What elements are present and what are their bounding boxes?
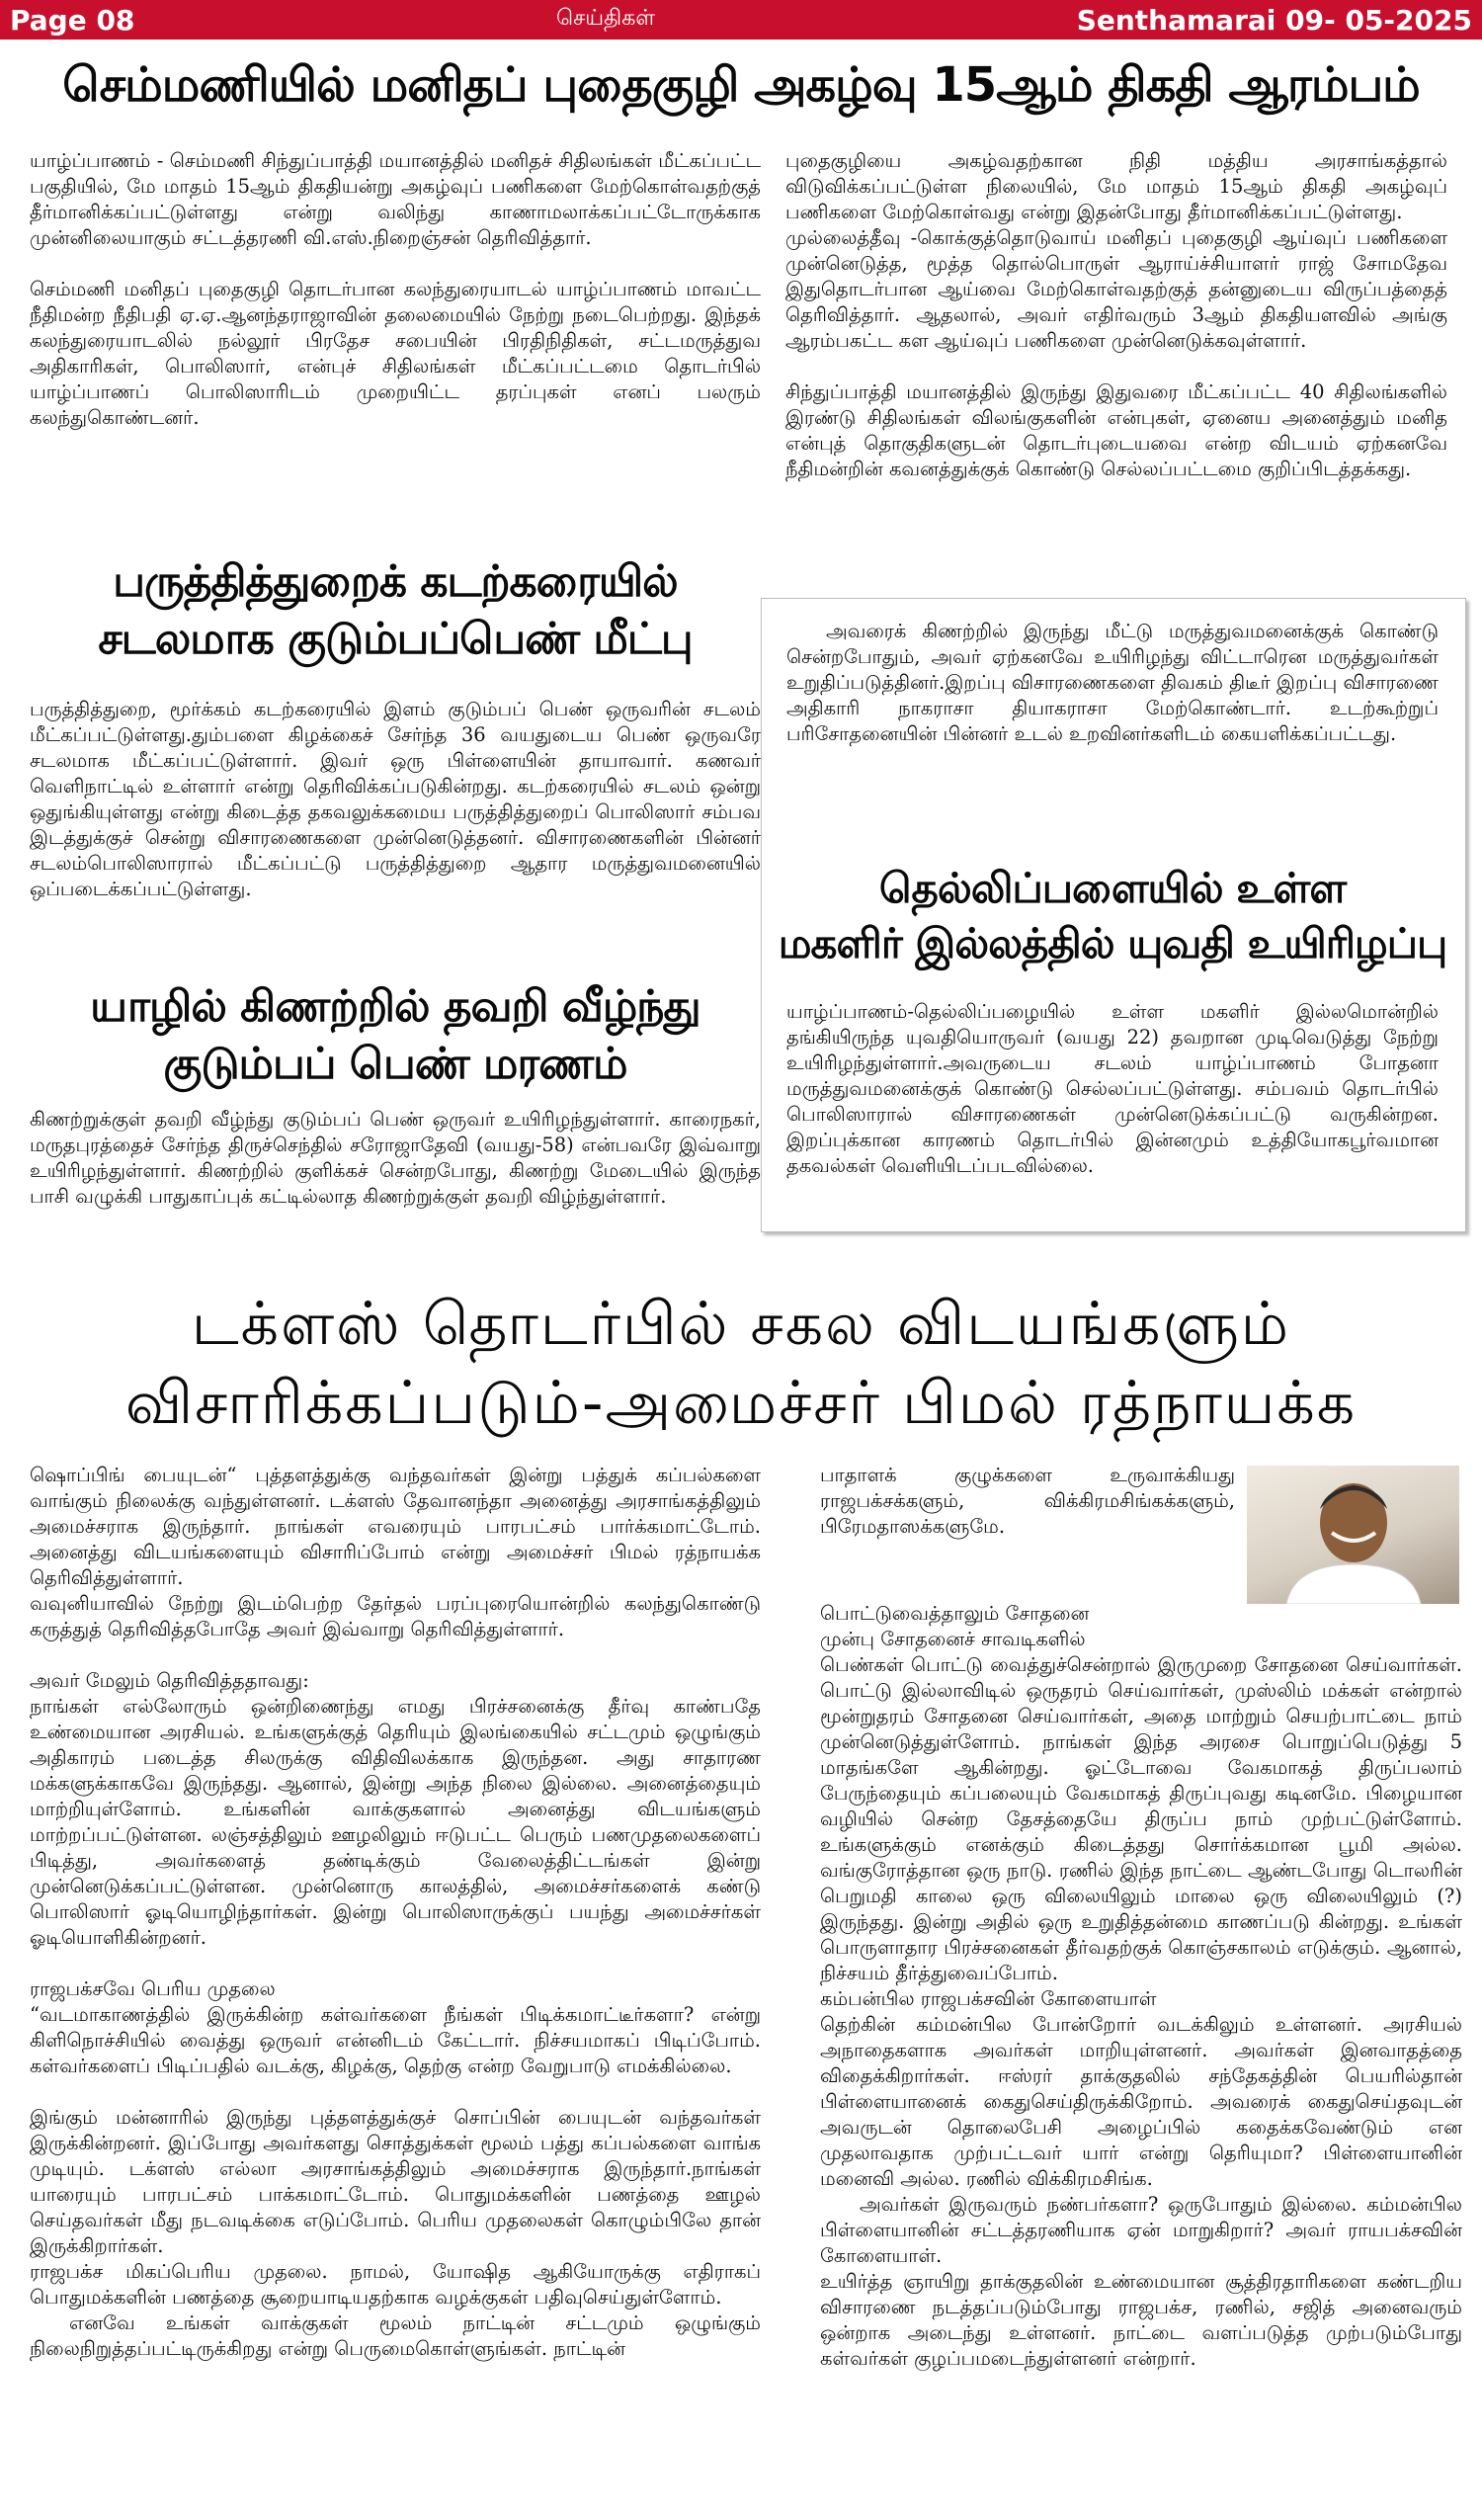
- main-story-paragraph: பெண்கள் பொட்டு வைத்துச்சென்றால் இருமுறை சோதனை செய்வார்கள். பொட்டு இல்லாவிடில் ஒருதரம் செய்வார்கள், முஸ்லிம் மக்கள் என்றால் மூன்றுதரம் சோதனை செய்வார்கள், அதை மாற்றும் செயற்பாட்டை நாம் முன்னெடுத்துள்ளோம். நாங்கள் இந்த அரசை பொறுப்பெடுத்து 5 மாதங்களே ஆகின்றது. ஓட்டோவை வேகமாகத் திருப்பலாம் பேருந்தையும் கப்பலையும் வேகமாகத் திருப்புவது கடினமே. பிழையான வழியில் சென்ற தேசத்தையே திருப்ப நாம் முற்பட்டுள்ளோம். உங்களுக்கும் எனக்கும் கிடைத்தது சொர்க்கமான பூமி அல்ல. வங்குரோத்தான ஒரு நாடு. ரணில் இந்த நாட்டை ஆண்டபோது டொலரின் பெறுமதி காலை ஒரு விலையிலும் மாலை ஒரு விலையிலும் (?) இருந்தது. இன்று அதில் ஒரு உறுதித்தன்மை காணப்படு கின்றது. உங்கள் பொருளாதார பிரச்சனைகள் தீர்வதற்குக் கொஞ்சகாலம் எடுக்கும். ஆனால், நிச்சயம் தீர்த்துவைப்போம்.: [820, 1653, 1462, 1984]
- main-story-headline: [20, 1285, 1462, 1443]
- well-story-paragraph: கிணற்றுக்குள் தவறி வீழ்ந்து குடும்பப் பெண் ஒருவர் உயிரிழந்துள்ளார். காரைநகர், மருதபுரத்தைச் சேர்ந்த திருச்செந்தில் சரோஜாதேவி (வயது-58) என்பவரே இவ்வாறு உயிரிழந்துள்ளார். கிணற்றில் குளிக்கச் சென்றபோது, கிணற்று மேடையில் இருந்த பாசி வழுக்கி பாதுகாப்புக் கட்டில்லாத கிணற்றுக்குள் தவறி விழ்ந்துள்ளார்.: [30, 1108, 761, 1208]
- top-story-headline: செம்மணியில் மனிதப் புதைகுழி அகழ்வு 15ஆம் திகதி ஆரம்பம்: [62, 57, 1420, 113]
- main-story-paragraph: வவுனியாவில் நேற்று இடம்பெற்ற தேர்தல் பரப்புரையொன்றில் கலந்துகொண்டு கருத்துத் தெரிவித்தபோதே அவர் இவ்வாறு தெரிவித்துள்ளார்.: [30, 1592, 761, 1640]
- main-story-paragraph: பாதாளக் குழுக்களை உருவாக்கியது ராஜபக்சக்களும், விக்கிரமசிங்கக்களும், பிரேமதாஸக்களுமே.: [820, 1464, 1235, 1538]
- main-story-paragraph: உயிர்த்த ஞாயிறு தாக்குதலின் உண்மையான சூத்திரதாரிகளை கண்டறிய விசாரணை நடத்தப்படும்போது ராஜபக்ச, ரணில், சஜித் அனைவரும் ஒன்றாக அடைந்து உள்ளனர். நாட்டை வளப்படுத்த முற்படும்போது கள்வர்கள் குழப்பமடைந்துள்ளனர் என்றார்.: [820, 2270, 1462, 2370]
- main-story-subheading: முன்பு சோதனைச் சாவடிகளில்: [820, 1628, 1086, 1650]
- well-story-headline: [30, 978, 761, 1093]
- boxed-story-headline: [772, 861, 1453, 971]
- top-story-paragraph: புதைகுழியை அகழ்வதற்கான நிதி மத்திய அரசாங்கத்தால் விடுவிக்கப்பட்டுள்ள நிலையில், மே மாதம் 15ஆம் திகதி அகழ்வுப் பணிகளை மேற்கொள்வது என்று இதன்போது தீர்மானிக்கப்பட்டுள்ளது.: [785, 149, 1447, 223]
- boxed-story-body: [786, 999, 1439, 1205]
- boxed-story-top: [786, 619, 1439, 773]
- top-story-right-column: [785, 148, 1447, 508]
- headline-line: யாழில் கிணற்றில் தவறி வீழ்ந்து: [90, 981, 700, 1032]
- boxed-story-paragraph: யாழ்ப்பாணம்-தெல்லிப்பழையில் உள்ள மகளிர் இல்லமொன்றில் தங்கியிருந்த யுவதியொருவர் (வயது 22) தவறான முடிவெடுத்து நேற்று உயிரிழந்துள்ளார்.அவருடைய சடலம் யாழ்ப்பாணம் போதனா மருத்துவமனைக்குக் கொண்டு செல்லப்பட்டுள்ளது. சம்பவம் தொடர்பில் பொலிஸாரால் விசாரணைகள் முன்னெடுக்கப்பட்டு வருகின்றன. இறப்புக்கான காரணம் தொடர்பில் இன்னமும் உத்தியோகபூர்வமான தகவல்கள் வெளியிடப்படவில்லை.: [786, 1000, 1439, 1177]
- paper-date: Senthamarai 09- 05-2025: [1076, 3, 1472, 37]
- top-story-paragraph: முல்லைத்தீவு -கொக்குத்தொடுவாய் மனிதப் புதைகுழி ஆய்வுப் பணிகளை முன்னெடுத்த, மூத்த தொல்பொருள் ஆராய்ச்சியாளர் ராஜ் சோமதேவ இதுதொடர்பான ஆய்வை மேற்கொள்வதற்குத் தன்னுடைய விருப்பத்தைத் தெரிவித்தார். ஆதலால், அவர் எதிர்வரும் 3ஆம் திகதியளவில் அங்கு ஆரம்பகட்ட கள ஆய்வுப் பணிகளை முன்னெடுக்கவுள்ளார்.: [785, 226, 1447, 352]
- headline-line: தெல்லிப்பளையில் உள்ள: [878, 864, 1347, 912]
- top-story-paragraph: சிந்துப்பாத்தி மயானத்தில் இருந்து இதுவரை மீட்கப்பட்ட 40 சிதிலங்களில் இரண்டு சிதிலங்கள் விலங்குகளின் என்புகள், ஏனைய அனைத்தும் மனித என்புத் தொகுதிகளுடன் தொடர்புடையவை என்ற விடயம் ஏற்கனவே நீதிமன்றின் கவனத்துக்குக் கொண்டு செல்லப்பட்டமை குறிப்பிடத்தக்கது.: [785, 380, 1447, 480]
- main-story-paragraph: நாங்கள் எல்லோரும் ஒன்றிணைந்து எமது பிரச்சனைக்கு தீர்வு காண்பதே உண்மையான அரசியல். உங்களுக்குத் தெரியும் இலங்கையில் சட்டமும் ஒழுங்கும் அதிகாரம் படைத்த சிலருக்கு விதிவிலக்காக இருந்தன. அது சாதாரண மக்களுக்காகவே இருந்தது. ஆனால், இன்று அந்த நிலை இல்லை. அனைத்தையும் மாற்றியுள்ளோம். உங்களின் வாக்குகளால் அனைத்து விடயங்களும் மாற்றப்பட்டுள்ளன. லஞ்சத்திலும் ஊழலிலும் ஈடுபட்ட பெரும் பணமுதலைகளைப் பிடித்து, அவர்களைத் தண்டிக்கும் வேலைத்திட்டங்கள் இன்று முன்னெடுக்கப்பட்டுள்ளன. முன்னொரு காலத்தில், அமைச்சர்களைக் கண்டு பொலிஸார் ஓடியொழிந்தார்கள். இன்று பொலிஸாருக்குப் பயந்து அமைச்சர்கள் ஓடியொளிகின்றனர்.: [30, 1695, 761, 1949]
- headline-line: டக்ளஸ் தொடர்பில் சகல விடயங்களும்: [191, 1290, 1291, 1359]
- person-icon: [1247, 1466, 1459, 1604]
- page-header: [0, 0, 1482, 40]
- main-story-paragraph: ராஜபக்ச மிகப்பெரிய முதலை. நாமல், யோஷித ஆகியோருக்கு எதிராகப் பொதுமக்களின் பணத்தை சூறையாடியதற்காக வழக்குகள் பதிவுசெய்துள்ளோம்.: [30, 2260, 761, 2309]
- headline-line: பருத்தித்துறைக் கடற்கரையில்: [113, 556, 678, 607]
- main-story-subheading: அவர் மேலும் தெரிவித்ததாவது:: [30, 1669, 309, 1692]
- well-story-body: [30, 1107, 761, 1235]
- main-story-subheading: பொட்டுவைத்தாலும் சோதனை: [820, 1602, 1090, 1625]
- headline-line: சடலமாக குடும்பப்பெண் மீட்பு: [98, 614, 693, 664]
- top-story-left-column: [30, 148, 761, 457]
- headline-line: மகளிர் இல்லத்தில் யுவதி உயிரிழப்பு: [778, 919, 1447, 967]
- beach-story-body: [30, 697, 761, 928]
- top-story-paragraph: யாழ்ப்பாணம் - செம்மணி சிந்துப்பாத்தி மயானத்தில் மனிதச் சிதிலங்கள் மீட்கப்பட்ட பகுதியில், மே மாதம் 15ஆம் திகதியன்று அகழ்வுப் பணிகளை மேற்கொள்வதற்குத் தீர்மானிக்கப்பட்டுள்ளது என்று வலிந்து காணாமலாக்கப்பட்டோருக்காக முன்னிலையாகும் சட்டத்தரணி வி.எஸ்.நிறைஞ்சன் தெரிவித்தார்.: [30, 149, 761, 249]
- main-story-subheading: ராஜபக்சவே பெரிய முதலை: [30, 1977, 276, 2000]
- main-story-left-column: [30, 1463, 761, 2362]
- minister-photo: [1247, 1466, 1459, 1604]
- headline-line: குடும்பப் பெண் மரணம்: [163, 1039, 627, 1089]
- main-story-right-column: [820, 1601, 1462, 2372]
- main-story-paragraph: தெற்கின் கம்மன்பில போன்றோர் வடக்கிலும் உள்ளனர். அரசியல் அநாதைகளாக அவர்கள் மாறியுள்ளனர். அவர்கள் இனவாதத்தை விதைக்கிறார்கள். ஈஸ்ரர் தாக்குதலில் சந்தேகத்தின் பெயரில்தான் பிள்ளையானைக் கைதுசெய்திருக்கிறோம். அவரைக் கைதுசெய்தவுடன் அவருடன் தொலைபேசி அழைப்பில் கதைக்கவேண்டும் என முதலாவதாக முற்பட்டவர் யார் என்று தெரியுமா? பிள்ளையானின் மனைவி அல்ல. ரணில் விக்கிரமசிங்க.: [820, 2013, 1462, 2190]
- headline-line: விசாரிக்கப்படும்-அமைச்சர் பிமல் ரத்நாயக்க: [124, 1369, 1358, 1438]
- main-story-paragraph: எனவே உங்கள் வாக்குகள் மூலம் நாட்டின் சட்டமும் ஒழுங்கும் நிலைநிறுத்தப்பட்டிருக்கிறது என்று பெருமைகொள்ளுங்கள். நாட்டின்: [30, 2311, 761, 2360]
- page-number: Page 08: [10, 3, 135, 37]
- section-name: செய்திகள்: [556, 6, 656, 31]
- boxed-story-paragraph: அவரைக் கிணற்றில் இருந்து மீட்டு மருத்துவமனைக்குக் கொண்டு சென்றபோதும், அவர் ஏற்கனவே உயிரிழந்து விட்டாரென மருத்துவர்கள் உறுதிப்படுத்தினர்.இறப்பு விசாரணைகளை திவகம் திடீர் இறப்பு விசாரணை அதிகாரி நாகராசா தியாகராசா மேற்கொண்டார். உடற்கூற்றுப் பரிசோதனையின் பின்னர் உடல் உறவினர்களிடம் கையளிக்கப்பட்டது.: [786, 620, 1439, 745]
- main-story-paragraph: “வடமாகாணத்தில் இருக்கின்ற கள்வர்களை நீங்கள் பிடிக்கமாட்டீர்களா? என்று கிளிநொச்சியில் வைத்து ஒருவர் என்னிடம் கேட்டார். நிச்சயமாகப் பிடிப்போம். கள்வர்களைப் பிடிப்பதில் வடக்கு, கிழக்கு, தெற்கு என்ற வேறுபாடு எமக்கில்லை.: [30, 2003, 761, 2077]
- beach-story-headline: [30, 553, 761, 668]
- main-story-subheading: கம்பன்பில ராஜபக்சவின் கோளையாள்: [820, 1987, 1157, 2010]
- beach-story-paragraph: பருத்தித்துறை, மூர்க்கம் கடற்கரையில் இளம் குடும்பப் பெண் ஒருவரின் சடலம் மீட்கப்பட்டுள்ளது.தும்பளை கிழக்கைச் சேர்ந்த 36 வயதுடைய பெண் ஒருவரே சடலமாக மீட்கப்பட்டுள்ளார். இவர் ஒரு பிள்ளையின் தாயாவார். கணவர் வெளிநாட்டில் உள்ளார் என்று தெரிவிக்கப்படுகின்றது. கடற்கரையில் சடலம் ஒன்று ஒதுங்கியுள்ளது என்று கிடைத்த தகவலுக்கமைய பருத்தித்துறைப் பொலிஸார் சம்பவ இடத்துக்குச் சென்று விசாரணைகளை முன்னெடுத்தனர். விசாரணைகளின் பின்னர் சடலம்பொலிஸாரால் மீட்கப்பட்டு பருத்தித்துறை ஆதார மருத்துவமனையில் ஒப்படைக்கப்பட்டுள்ளது.: [30, 698, 761, 900]
- main-story-right-top: [820, 1463, 1235, 1540]
- main-story-paragraph: அவர்கள் இருவரும் நண்பர்களா? ஒருபோதும் இல்லை. கம்மன்பில பிள்ளையானின் சட்டத்தரணியாக ஏன் மாறுகிறார்? அவர் ராயபக்சவின் கோளையாள்.: [820, 2193, 1462, 2267]
- boxed-story: [761, 598, 1466, 1232]
- main-story-paragraph: ஷொப்பிங் பையுடன்“ புத்தளத்துக்கு வந்தவர்கள் இன்று பத்துக் கப்பல்களை வாங்கும் நிலைக்கு வந்துள்ளனர். டக்ளஸ் தேவானந்தா அனைத்து அரசாங்கத்திலும் அமைச்சராக இருந்தார். நாங்கள் எவரையும் பாரபட்சம் பார்க்கமாட்டோம். அனைத்து விடயங்களையும் விசாரிப்போம் என்று அமைச்சர் பிமல் ரத்நாயக்க தெரிவித்துள்ளார்.: [30, 1464, 761, 1589]
- top-story-paragraph: செம்மணி மனிதப் புதைகுழி தொடர்பான கலந்துரையாடல் யாழ்ப்பாணம் மாவட்ட நீதிமன்ற நீதிபதி ஏ.ஏ.ஆனந்தராஜாவின் தலைமையில் நேற்று நடைபெற்றது. இந்தக் கலந்துரையாடலில் நல்லூர் பிரதேச சபையின் பிரதிநிதிகள், சட்டமருத்துவ அதிகாரிகள், பொலிஸார், என்புச் சிதிலங்கள் மீட்கப்பட்டமை தொடர்பில் யாழ்ப்பாணப் பொலிஸாரிடம் முறையிட்ட தரப்புகள் எனப் பலரும் கலந்துகொண்டனர்.: [30, 278, 761, 429]
- main-story-paragraph: இங்கும் மன்னாரில் இருந்து புத்தளத்துக்குச் சொப்பின் பையுடன் வந்தவர்கள் இருக்கின்றனர். இப்போது அவர்களது சொத்துக்கள் மூலம் பத்து கப்பல்களை வாங்க முடியும். டக்ளஸ் எல்லா அரசாங்கத்திலும் அமைச்சராக இருந்தார்.நாங்கள் யாரையும் பாரபட்சம் பாக்கமாட்டோம். பொதுமக்களின் பணத்தை ஊழல் செய்தவர்கள் மீது நடவடிக்கை எடுப்போம். பெரிய முதலைகள் கொழும்பிலே தான் இருக்கிறார்கள்.: [30, 2106, 761, 2257]
